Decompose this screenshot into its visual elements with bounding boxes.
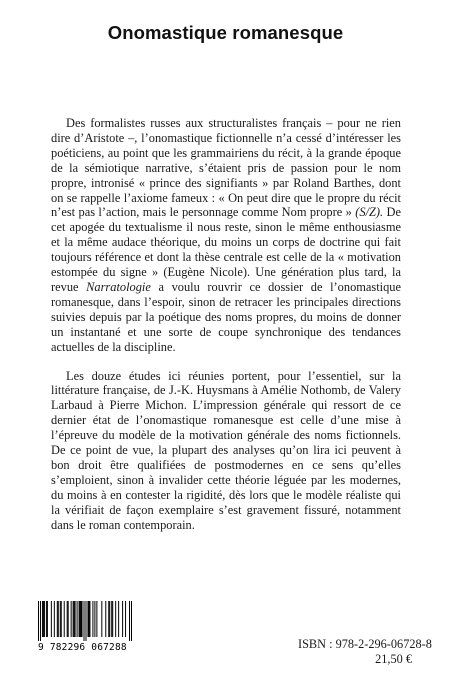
barcode-bar bbox=[131, 601, 132, 641]
blurb-text-segment: a voulu rouvrir ce dossier de l’onomastique romanesque, dans l’espoir, sinon de retracer les principales directions suivies depuis par la poétique des noms propres, du moins de donner un instantané et une sorte de coupe synchronique des tendances actuelles de la discipline. bbox=[51, 279, 401, 354]
isbn-price-block bbox=[298, 637, 432, 667]
barcode-bar bbox=[60, 601, 61, 637]
barcode-bar bbox=[79, 601, 80, 637]
barcode-bar bbox=[40, 601, 41, 641]
work-title-sz: (S/Z). bbox=[355, 205, 384, 220]
barcode-bar bbox=[58, 601, 59, 637]
barcode-bar bbox=[61, 601, 62, 637]
barcode-bar bbox=[54, 601, 55, 637]
blurb-paragraph-1 bbox=[51, 116, 401, 355]
barcode-bar bbox=[115, 601, 116, 637]
barcode-bar bbox=[84, 601, 85, 641]
barcode-bar bbox=[112, 601, 113, 637]
barcode-bar bbox=[57, 601, 58, 637]
journal-title-narratologie: Narratologie bbox=[86, 279, 151, 294]
barcode-bar bbox=[122, 601, 123, 637]
barcode-bar bbox=[74, 601, 75, 637]
barcode-bar bbox=[64, 601, 65, 637]
barcode-bar bbox=[42, 601, 43, 637]
barcode-number: 9 782296 067288 bbox=[38, 642, 127, 653]
barcode-bar bbox=[51, 601, 52, 637]
barcode-bar bbox=[108, 601, 109, 637]
barcode-bar bbox=[46, 601, 47, 637]
barcode-bar bbox=[101, 601, 102, 637]
price: 21,50 € bbox=[375, 652, 412, 666]
barcode-bar bbox=[87, 601, 88, 637]
barcode-bar bbox=[44, 601, 45, 637]
barcode-bar bbox=[73, 601, 74, 637]
blurb-text-segment: De cet apogée du textualisme il nous reste, sinon le même enthousiasme et la même audace théorique, du moins un corps de doctrine qui fait toujours référence et dont la thèse centrale est celle de la « motivation estompée du signe » (Eugène Nicole). Une génération plus tard, la revue bbox=[51, 205, 402, 294]
barcode-bar bbox=[89, 601, 90, 637]
barcode-bar bbox=[43, 601, 44, 637]
barcode-bar bbox=[129, 601, 130, 641]
back-cover-blurb bbox=[51, 116, 401, 532]
barcode-bar bbox=[92, 601, 93, 637]
barcode-bar bbox=[71, 601, 72, 637]
barcode-bar bbox=[81, 601, 82, 637]
barcode-bar bbox=[111, 601, 112, 637]
barcode-bar bbox=[94, 601, 95, 637]
barcode-bar bbox=[47, 601, 48, 637]
isbn-number: ISBN : 978-2-296-06728-8 bbox=[298, 637, 432, 651]
barcode-bar bbox=[67, 601, 68, 637]
barcode-bar bbox=[88, 601, 89, 637]
barcode-bar bbox=[105, 601, 106, 637]
barcode-bar bbox=[125, 601, 126, 637]
barcode-bar bbox=[96, 601, 97, 637]
barcode-bar bbox=[82, 601, 83, 637]
barcode-bar bbox=[109, 601, 110, 637]
barcode-bar bbox=[77, 601, 78, 637]
barcode-bar bbox=[38, 601, 39, 641]
barcode-bar bbox=[68, 601, 69, 637]
barcode-bars bbox=[38, 601, 132, 641]
blurb-text-segment: Des formalistes russes aux structuralistes français – pour ne rien dire d’Aristote –, l’onomastique fictionnelle n’a cessé d’intéresser les poéticiens, au point que les grammairiens du récit, à la grande époque de la sémiotique narrative, s’étaient pris de passion pour le nom propre, intronisé « prince des signifiants » par Roland Barthes, dont on se rappelle l’axiome fameux : « On peut dire que le propre du récit n’est pas l’action, mais le personnage comme Nom propre » bbox=[51, 116, 401, 220]
barcode-bar bbox=[85, 601, 86, 641]
blurb-paragraph-2: Les douze études ici réunies portent, pour l’essentiel, sur la littérature française, de J.-K. Huysmans à Amélie Nothomb, de Valery Larbaud à Pierre Michon. L’impression générale qui ressort de ce dernier état de l’onomastique romanesque est celle d’une mise à l’épreuve du modèle de la motivation générale des noms fictionnels. De ce point de vue, la plupart des analyses qu’on lira ici peuvent à bon droit être qualifiées de postmodernes en ce sens qu’elles s’emploient, sinon à invalider cette théorie léguée par les modernes, du moins à en contester la rigidité, dès lors que le modèle réaliste qui la vérifiait de façon exemplaire s’est gravement fissuré, notamment dans le roman contemporain. bbox=[51, 368, 401, 532]
barcode-bar bbox=[75, 601, 76, 637]
book-title: Onomastique romanesque bbox=[107, 22, 344, 43]
ean-barcode bbox=[38, 601, 132, 653]
barcode-bar bbox=[118, 601, 119, 637]
barcode-bar bbox=[80, 601, 81, 637]
